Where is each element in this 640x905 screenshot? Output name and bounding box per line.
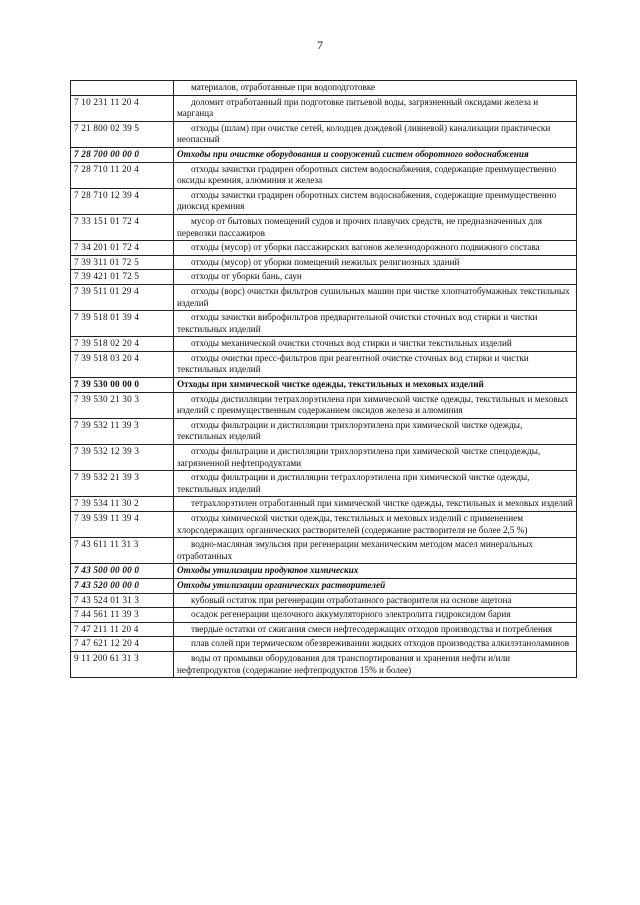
waste-name-cell: отходы (ворс) очистки фильтров сушильных машин при чистке хлопчатобумажных текстильных изделий bbox=[174, 284, 577, 310]
table-row bbox=[71, 241, 577, 256]
waste-name-cell: отходы фильтрации и дистилляции тетрахлорэтилена при химической чистке одежды, текстильных изделий bbox=[174, 471, 577, 497]
waste-code-cell: 7 28 710 11 20 4 bbox=[71, 162, 174, 188]
waste-code-cell: 9 11 200 61 31 3 bbox=[71, 651, 174, 677]
table-row bbox=[71, 593, 577, 608]
waste-name-cell: отходы механической очистки сточных вод стирки и чистки текстильных изделий bbox=[174, 337, 577, 352]
waste-name-cell: тетрахлорэтилен отработанный при химической чистке одежды, текстильных и меховых изделий bbox=[174, 497, 577, 512]
waste-code-cell: 7 44 561 11 39 3 bbox=[71, 608, 174, 623]
table-row bbox=[71, 497, 577, 512]
waste-classifier-table bbox=[70, 80, 577, 678]
table-row bbox=[71, 512, 577, 538]
waste-code-cell: 7 39 532 11 39 3 bbox=[71, 418, 174, 444]
waste-code-cell: 7 39 511 01 29 4 bbox=[71, 284, 174, 310]
waste-code-cell: 7 39 518 01 39 4 bbox=[71, 311, 174, 337]
table-row bbox=[71, 471, 577, 497]
waste-code-cell: 7 39 532 21 39 3 bbox=[71, 471, 174, 497]
waste-code-cell: 7 28 700 00 00 0 bbox=[71, 147, 174, 162]
page-number: 7 bbox=[317, 38, 323, 52]
waste-code-cell: 7 39 311 01 72 5 bbox=[71, 255, 174, 270]
table-row bbox=[71, 637, 577, 652]
table-row bbox=[71, 418, 577, 444]
waste-name-cell: отходы зачистки виброфильтров предварительной очистки сточных вод стирки и чистки текстильных изделий bbox=[174, 311, 577, 337]
waste-code-cell: 7 47 621 12 20 4 bbox=[71, 637, 174, 652]
table-section-row bbox=[71, 564, 577, 579]
waste-name-cell: доломит отработанный при подготовке питьевой воды, загрязненный оксидами железа и марганца bbox=[174, 95, 577, 121]
waste-code-cell: 7 39 518 02 20 4 bbox=[71, 337, 174, 352]
waste-code-cell: 7 39 539 11 39 4 bbox=[71, 512, 174, 538]
waste-code-cell: 7 39 530 00 00 0 bbox=[71, 378, 174, 393]
waste-code-cell: 7 39 421 01 72 5 bbox=[71, 270, 174, 285]
waste-code-cell: 7 33 151 01 72 4 bbox=[71, 214, 174, 240]
waste-name-cell: твердые остатки от сжигания смеси нефтесодержащих отходов производства и потребления bbox=[174, 622, 577, 637]
table-row bbox=[71, 608, 577, 623]
table-section-row bbox=[71, 578, 577, 593]
waste-name-cell: отходы зачистки градирен оборотных систем водоснабжения, содержащие преимущественно диоксид кремния bbox=[174, 188, 577, 214]
waste-name-cell: отходы очистки пресс-фильтров при реагентной очистке сточных вод стирки и чистки текстильных изделий bbox=[174, 351, 577, 377]
table-row bbox=[71, 255, 577, 270]
waste-name-cell: осадок регенерации щелочного аккумуляторного электролита гидроксидом бария bbox=[174, 608, 577, 623]
waste-name-cell: материалов, отработанные при водоподготовке bbox=[174, 81, 577, 96]
waste-code-cell: 7 28 710 12 39 4 bbox=[71, 188, 174, 214]
waste-name-cell: Отходы утилизации органических растворителей bbox=[174, 578, 577, 593]
waste-code-cell: 7 39 534 11 30 2 bbox=[71, 497, 174, 512]
waste-code-cell: 7 47 211 11 20 4 bbox=[71, 622, 174, 637]
table-row bbox=[71, 214, 577, 240]
waste-code-cell: 7 43 524 01 31 3 bbox=[71, 593, 174, 608]
table-row bbox=[71, 188, 577, 214]
waste-name-cell: Отходы при очистке оборудования и сооружений систем оборотного водоснабжения bbox=[174, 147, 577, 162]
waste-name-cell: отходы от уборки бань, саун bbox=[174, 270, 577, 285]
table-row bbox=[71, 95, 577, 121]
table-section-row bbox=[71, 147, 577, 162]
table-row bbox=[71, 445, 577, 471]
table-row bbox=[71, 162, 577, 188]
table-row bbox=[71, 651, 577, 677]
waste-name-cell: отходы (мусор) от уборки помещений нежилых религиозных зданий bbox=[174, 255, 577, 270]
table-row bbox=[71, 121, 577, 147]
table-row bbox=[71, 622, 577, 637]
table-row bbox=[71, 337, 577, 352]
waste-code-cell: 7 43 520 00 00 0 bbox=[71, 578, 174, 593]
table-row bbox=[71, 270, 577, 285]
waste-code-cell: 7 10 231 11 20 4 bbox=[71, 95, 174, 121]
waste-name-cell: отходы (мусор) от уборки пассажирских вагонов железнодорожного подвижного состава bbox=[174, 241, 577, 256]
waste-name-cell: кубовый остаток при регенерации отработанного растворителя на основе ацетона bbox=[174, 593, 577, 608]
table-row bbox=[71, 311, 577, 337]
waste-code-cell: 7 39 532 12 39 3 bbox=[71, 445, 174, 471]
waste-code-cell: 7 34 201 01 72 4 bbox=[71, 241, 174, 256]
table-section-row bbox=[71, 378, 577, 393]
waste-name-cell: водно-масляная эмульсия при регенерации механическим методом масел минеральных отработанных bbox=[174, 538, 577, 564]
table-row bbox=[71, 284, 577, 310]
waste-name-cell: Отходы при химической чистке одежды, текстильных и меховых изделий bbox=[174, 378, 577, 393]
waste-name-cell: мусор от бытовых помещений судов и прочих плавучих средств, не предназначенных для перевозки пассажиров bbox=[174, 214, 577, 240]
waste-code-cell bbox=[71, 81, 174, 96]
waste-name-cell: отходы фильтрации и дистилляции трихлорэтилена при химической чистке одежды, текстильных изделий bbox=[174, 418, 577, 444]
table-row bbox=[71, 351, 577, 377]
waste-name-cell: отходы дистилляции тетрахлорэтилена при химической чистке одежды, текстильных и меховых изделий с преимущественным содержанием оксидов железа и алюминия bbox=[174, 392, 577, 418]
table-row bbox=[71, 81, 577, 96]
waste-name-cell: отходы химической чистки одежды, текстильных и меховых изделий с применением хлорсодержащих органических растворителей (содержание растворителя не более 2,5 %) bbox=[174, 512, 577, 538]
waste-name-cell: отходы зачистки градирен оборотных систем водоснабжения, содержащие преимущественно оксиды кремния, алюминия и железа bbox=[174, 162, 577, 188]
waste-code-cell: 7 39 518 03 20 4 bbox=[71, 351, 174, 377]
waste-code-cell: 7 43 500 00 00 0 bbox=[71, 564, 174, 579]
waste-name-cell: Отходы утилизации продуктов химических bbox=[174, 564, 577, 579]
waste-name-cell: плав солей при термическом обезвреживании жидких отходов производства алкилэтаноламинов bbox=[174, 637, 577, 652]
waste-name-cell: воды от промывки оборудования для транспортирования и хранения нефти и/или нефтепродуктов (содержание нефтепродуктов 15% и более) bbox=[174, 651, 577, 677]
table-row bbox=[71, 392, 577, 418]
waste-name-cell: отходы (шлам) при очистке сетей, колодцев дождевой (ливневой) канализации практически неопасный bbox=[174, 121, 577, 147]
waste-name-cell: отходы фильтрации и дистилляции трихлорэтилена при химической чистке спецодежды, загрязненной нефтепродуктами bbox=[174, 445, 577, 471]
waste-code-cell: 7 39 530 21 30 3 bbox=[71, 392, 174, 418]
waste-code-cell: 7 43 611 11 31 3 bbox=[71, 538, 174, 564]
waste-code-cell: 7 21 800 02 39 5 bbox=[71, 121, 174, 147]
table-row bbox=[71, 538, 577, 564]
